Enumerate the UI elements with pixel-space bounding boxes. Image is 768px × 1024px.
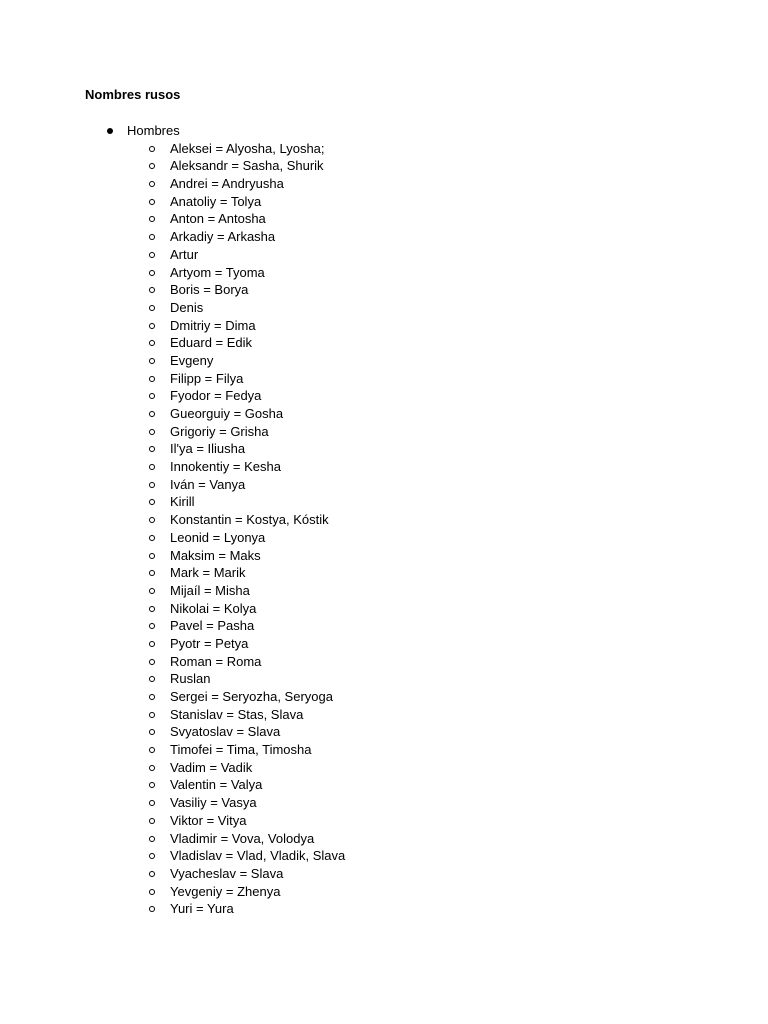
hollow-bullet-icon <box>149 163 155 169</box>
list-item <box>0 794 768 812</box>
hollow-bullet-icon <box>149 712 155 718</box>
list-item <box>0 387 768 405</box>
hollow-bullet-icon <box>149 376 155 382</box>
hollow-bullet-icon <box>149 570 155 576</box>
list-item <box>0 830 768 848</box>
list-item-text: Konstantin = Kostya, Kóstik <box>170 512 329 528</box>
list-item-text: Aleksandr = Sasha, Shurik <box>170 158 324 174</box>
list-item <box>0 228 768 246</box>
hollow-bullet-icon <box>149 323 155 329</box>
list-item <box>0 210 768 228</box>
hollow-bullet-icon <box>149 853 155 859</box>
list-item-text: Maksim = Maks <box>170 547 261 563</box>
hollow-bullet-icon <box>149 659 155 665</box>
list-item-text: Sergei = Seryozha, Seryoga <box>170 689 333 705</box>
list-item <box>0 653 768 671</box>
list-item <box>0 370 768 388</box>
list-item <box>0 600 768 618</box>
list-item <box>0 352 768 370</box>
list-item <box>0 317 768 335</box>
list-item-text: Pavel = Pasha <box>170 618 255 634</box>
hollow-bullet-icon <box>149 464 155 470</box>
list-item-text: Grigoriy = Grisha <box>170 423 269 439</box>
list-item-text: Mark = Marik <box>170 565 246 581</box>
hollow-bullet-icon <box>149 535 155 541</box>
list-item <box>0 670 768 688</box>
list-item <box>0 688 768 706</box>
list-item <box>0 334 768 352</box>
list-item-text: Roman = Roma <box>170 653 262 669</box>
list-item-text: Kirill <box>170 494 195 510</box>
hollow-bullet-icon <box>149 252 155 258</box>
hollow-bullet-icon <box>149 305 155 311</box>
list-item-text: Anatoliy = Tolya <box>170 193 262 209</box>
list-item <box>0 706 768 724</box>
list-item-text: Dmitriy = Dima <box>170 317 256 333</box>
list-item <box>0 635 768 653</box>
list-item-text: Svyatoslav = Slava <box>170 724 281 740</box>
hollow-bullet-icon <box>149 641 155 647</box>
list-item <box>0 776 768 794</box>
hollow-bullet-icon <box>149 765 155 771</box>
list-item-text: Yevgeniy = Zhenya <box>170 883 281 899</box>
list-item-text: Nikolai = Kolya <box>170 600 257 616</box>
list-item <box>0 440 768 458</box>
list-item-text: Innokentiy = Kesha <box>170 459 281 475</box>
list-item-text: Andrei = Andryusha <box>170 176 284 192</box>
list-item <box>0 847 768 865</box>
hollow-bullet-icon <box>149 234 155 240</box>
list-item <box>0 582 768 600</box>
list-item <box>0 759 768 777</box>
list-item-text: Eduard = Edik <box>170 335 253 351</box>
list-item-text: Timofei = Tima, Timosha <box>170 742 312 758</box>
hollow-bullet-icon <box>149 358 155 364</box>
list-item-text: Fyodor = Fedya <box>170 388 262 404</box>
list-item-text: Vladislav = Vlad, Vladik, Slava <box>170 848 346 864</box>
list-item <box>0 564 768 582</box>
list-item-text: Pyotr = Petya <box>170 635 249 651</box>
list-item-text: Evgeny <box>170 352 214 368</box>
list-item-text: Vasiliy = Vasya <box>170 795 257 811</box>
hollow-bullet-icon <box>149 411 155 417</box>
list-item-text: Mijaíl = Misha <box>170 582 250 598</box>
list-item-text: Il'ya = Iliusha <box>170 441 246 457</box>
hollow-bullet-icon <box>149 889 155 895</box>
hollow-bullet-icon <box>149 146 155 152</box>
hollow-bullet-icon <box>149 517 155 523</box>
name-list <box>0 140 768 918</box>
list-item <box>0 723 768 741</box>
hollow-bullet-icon <box>149 694 155 700</box>
section-list <box>0 122 768 918</box>
list-item-text: Ruslan <box>170 671 211 687</box>
hollow-bullet-icon <box>149 836 155 842</box>
hollow-bullet-icon <box>149 623 155 629</box>
list-item-text: Artyom = Tyoma <box>170 264 265 280</box>
list-item-text: Artur <box>170 246 199 262</box>
list-item-text: Anton = Antosha <box>170 211 266 227</box>
hollow-bullet-icon <box>149 729 155 735</box>
list-item <box>0 458 768 476</box>
list-item <box>0 476 768 494</box>
list-item <box>0 246 768 264</box>
list-item <box>0 193 768 211</box>
hollow-bullet-icon <box>149 340 155 346</box>
list-item-text: Stanislav = Stas, Slava <box>170 706 304 722</box>
list-item <box>0 493 768 511</box>
list-item <box>0 423 768 441</box>
hollow-bullet-icon <box>149 782 155 788</box>
hollow-bullet-icon <box>149 270 155 276</box>
list-item-text: Leonid = Lyonya <box>170 529 266 545</box>
hollow-bullet-icon <box>149 800 155 806</box>
hollow-bullet-icon <box>149 393 155 399</box>
list-item <box>0 617 768 635</box>
list-item <box>0 511 768 529</box>
list-item-text: Vyacheslav = Slava <box>170 865 284 881</box>
document-title: Nombres rusos <box>85 87 181 102</box>
hollow-bullet-icon <box>149 216 155 222</box>
list-item <box>0 883 768 901</box>
list-item-text: Aleksei = Alyosha, Lyosha; <box>170 140 325 156</box>
list-item-text: Viktor = Vitya <box>170 812 247 828</box>
list-item-text: Arkadiy = Arkasha <box>170 229 276 245</box>
list-item-text: Boris = Borya <box>170 282 249 298</box>
section-label: Hombres <box>127 123 180 138</box>
list-item <box>0 175 768 193</box>
list-item <box>0 281 768 299</box>
hollow-bullet-icon <box>149 181 155 187</box>
list-item <box>0 299 768 317</box>
hollow-bullet-icon <box>149 747 155 753</box>
hollow-bullet-icon <box>149 906 155 912</box>
hollow-bullet-icon <box>149 482 155 488</box>
hollow-bullet-icon <box>149 553 155 559</box>
hollow-bullet-icon <box>149 287 155 293</box>
list-item <box>0 157 768 175</box>
list-item-text: Gueorguiy = Gosha <box>170 406 284 422</box>
hollow-bullet-icon <box>149 676 155 682</box>
hollow-bullet-icon <box>149 606 155 612</box>
list-item-text: Denis <box>170 299 204 315</box>
list-item <box>0 865 768 883</box>
list-item-text: Filipp = Filya <box>170 370 244 386</box>
filled-bullet-icon <box>107 128 113 134</box>
hollow-bullet-icon <box>149 818 155 824</box>
hollow-bullet-icon <box>149 588 155 594</box>
hollow-bullet-icon <box>149 199 155 205</box>
list-item <box>0 900 768 918</box>
list-item <box>0 264 768 282</box>
section-hombres <box>0 122 768 918</box>
list-item <box>0 547 768 565</box>
list-item <box>0 140 768 158</box>
list-item <box>0 405 768 423</box>
list-item-text: Vadim = Vadik <box>170 759 253 775</box>
hollow-bullet-icon <box>149 429 155 435</box>
hollow-bullet-icon <box>149 446 155 452</box>
hollow-bullet-icon <box>149 871 155 877</box>
list-item <box>0 741 768 759</box>
list-item-text: Valentin = Valya <box>170 777 263 793</box>
list-item-text: Vladimir = Vova, Volodya <box>170 830 315 846</box>
list-item <box>0 812 768 830</box>
list-item-text: Iván = Vanya <box>170 476 246 492</box>
list-item <box>0 529 768 547</box>
hollow-bullet-icon <box>149 499 155 505</box>
list-item-text: Yuri = Yura <box>170 901 234 917</box>
